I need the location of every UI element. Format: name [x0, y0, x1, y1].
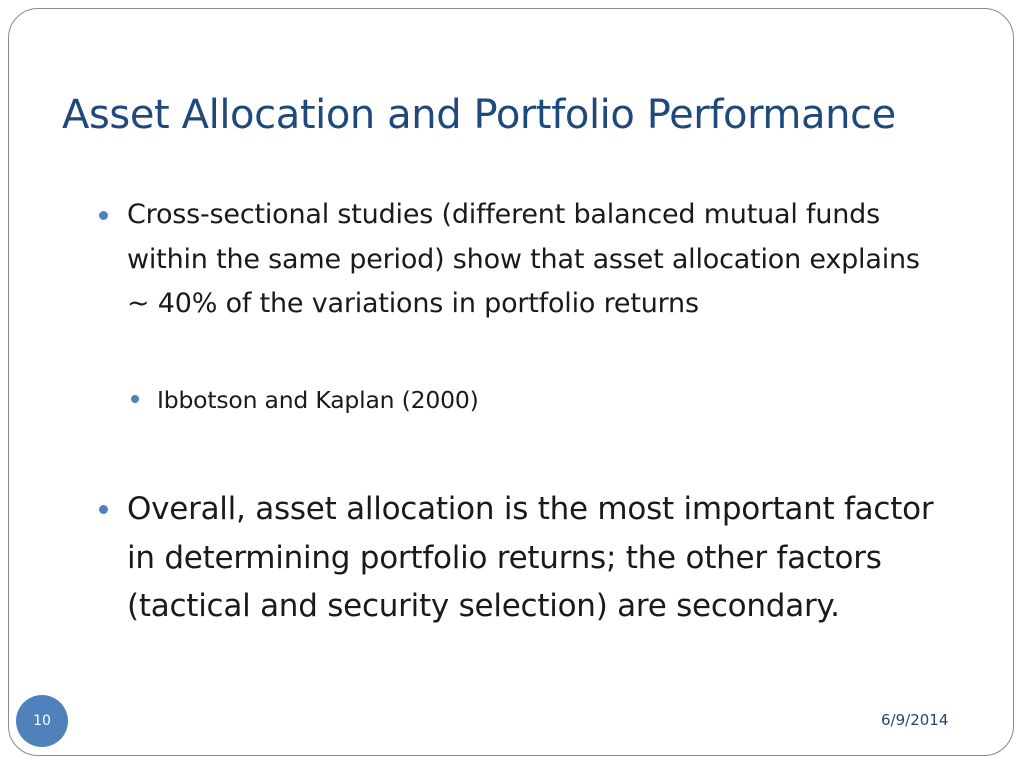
slide-number: 10 [33, 713, 51, 729]
slide-date: 6/9/2014 [881, 711, 949, 729]
bullet-dot-icon [99, 211, 108, 220]
bullet-2-text: Overall, asset allocation is the most important factor in determining portfolio returns; the other factors (tactical and security selection) are secondary. [127, 491, 934, 624]
bullet-dot-icon [99, 505, 108, 514]
slide-number-badge [16, 695, 68, 747]
sub-bullet-1-text: Ibbotson and Kaplan (2000) [157, 386, 479, 414]
slide-title: Asset Allocation and Portfolio Performance [62, 92, 896, 138]
sub-bullet-dot-icon [131, 395, 139, 403]
bullet-1-text: Cross-sectional studies (different balanced mutual funds within the same period) show that asset allocation explains ~ 40% of the variations in portfolio returns [127, 199, 920, 319]
